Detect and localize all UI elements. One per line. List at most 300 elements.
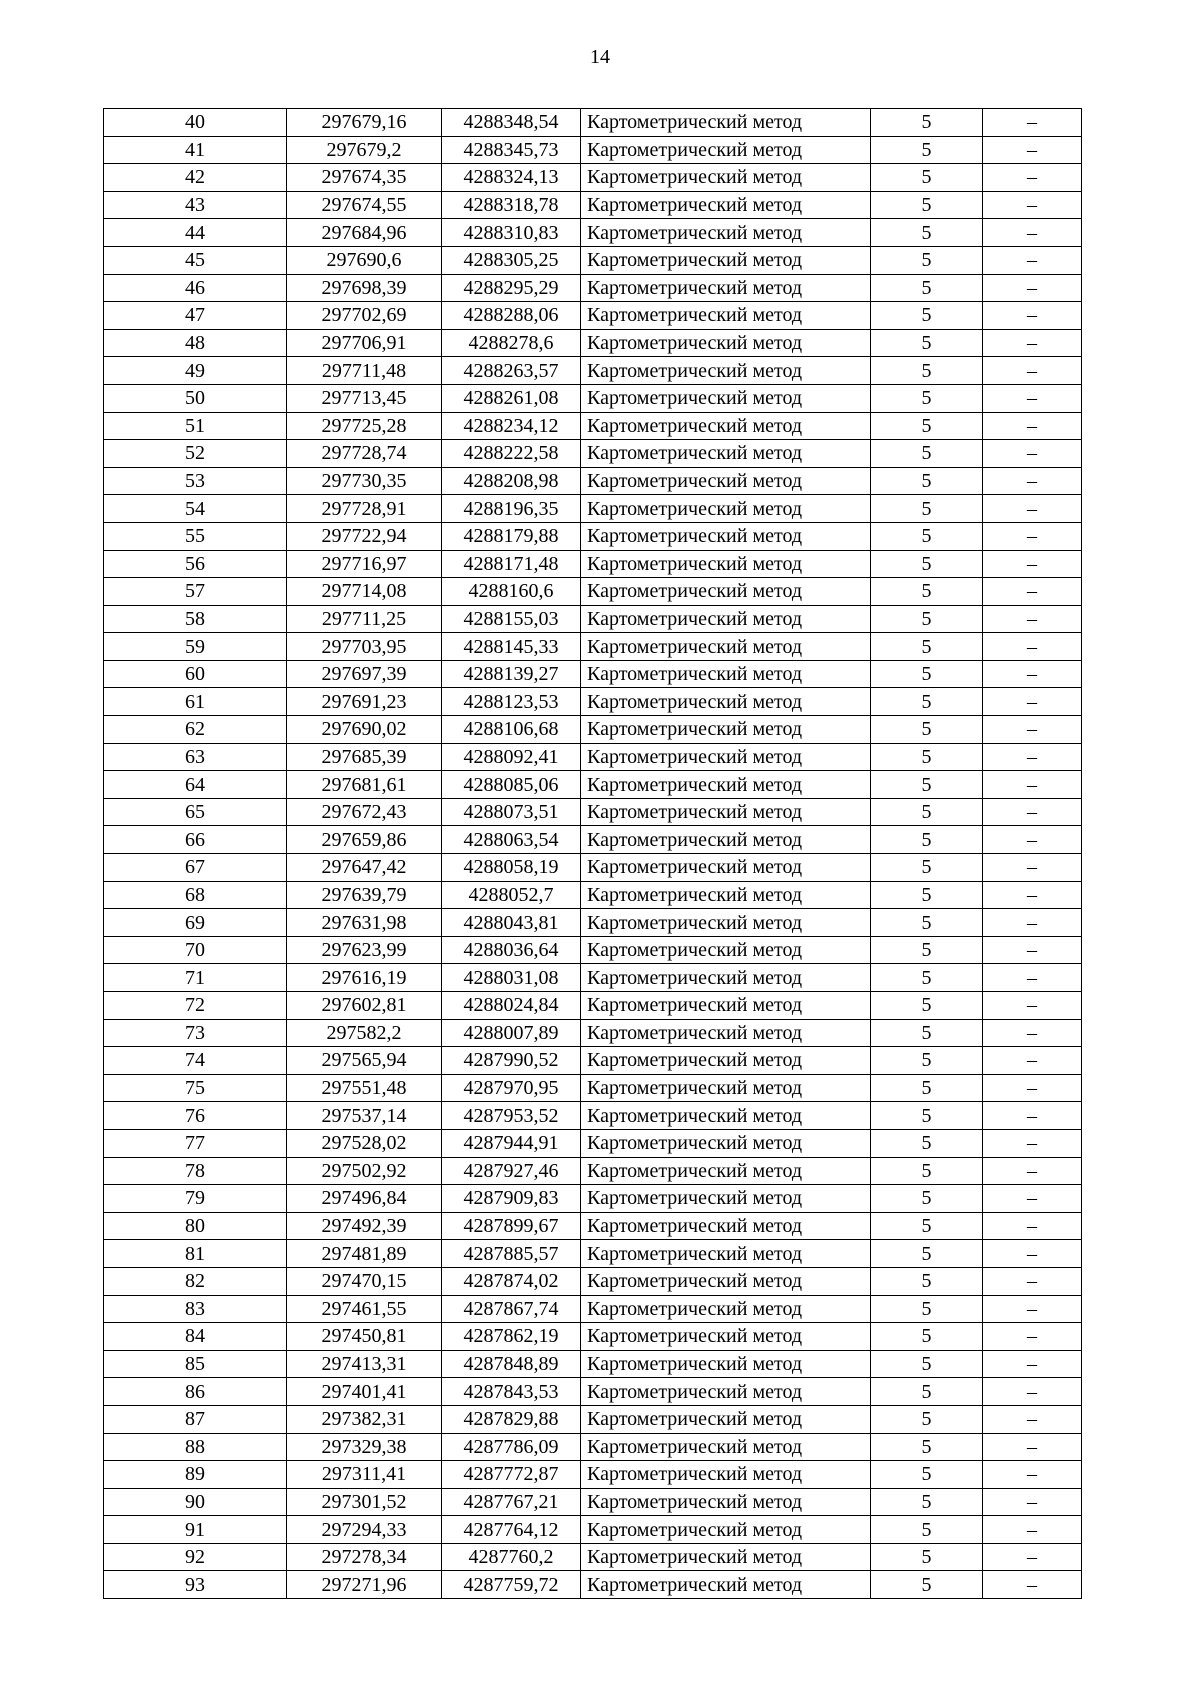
formula-cell: –	[983, 522, 1082, 550]
table-row	[104, 633, 1082, 661]
y-coordinate-cell: 4287767,21	[442, 1488, 581, 1516]
point-number-cell: 52	[104, 440, 287, 468]
x-coordinate-cell: 297639,79	[287, 881, 442, 909]
formula-cell: –	[983, 1571, 1082, 1599]
formula-cell: –	[983, 164, 1082, 192]
y-coordinate-cell: 4288106,68	[442, 716, 581, 744]
y-coordinate-cell: 4287953,52	[442, 1102, 581, 1130]
y-coordinate-cell: 4287909,83	[442, 1185, 581, 1213]
x-coordinate-cell: 297728,74	[287, 440, 442, 468]
y-coordinate-cell: 4288063,54	[442, 826, 581, 854]
x-coordinate-cell: 297684,96	[287, 219, 442, 247]
y-coordinate-cell: 4287927,46	[442, 1157, 581, 1185]
x-coordinate-cell: 297461,55	[287, 1295, 442, 1323]
point-number-cell: 83	[104, 1295, 287, 1323]
accuracy-cell: 5	[871, 329, 983, 357]
method-cell: Картометрический метод	[581, 1378, 871, 1406]
accuracy-cell: 5	[871, 467, 983, 495]
formula-cell: –	[983, 109, 1082, 137]
point-number-cell: 91	[104, 1516, 287, 1544]
table-row	[104, 716, 1082, 744]
y-coordinate-cell: 4288234,12	[442, 412, 581, 440]
y-coordinate-cell: 4287848,89	[442, 1350, 581, 1378]
table-row	[104, 1461, 1082, 1489]
y-coordinate-cell: 4288036,64	[442, 936, 581, 964]
formula-cell: –	[983, 1212, 1082, 1240]
method-cell: Картометрический метод	[581, 1102, 871, 1130]
method-cell: Картометрический метод	[581, 1323, 871, 1351]
formula-cell: –	[983, 1516, 1082, 1544]
accuracy-cell: 5	[871, 909, 983, 937]
table-row	[104, 826, 1082, 854]
method-cell: Картометрический метод	[581, 440, 871, 468]
point-number-cell: 87	[104, 1405, 287, 1433]
method-cell: Картометрический метод	[581, 522, 871, 550]
method-cell: Картометрический метод	[581, 1074, 871, 1102]
point-number-cell: 66	[104, 826, 287, 854]
table-row	[104, 881, 1082, 909]
y-coordinate-cell: 4288007,89	[442, 1019, 581, 1047]
y-coordinate-cell: 4287970,95	[442, 1074, 581, 1102]
accuracy-cell: 5	[871, 357, 983, 385]
method-cell: Картометрический метод	[581, 246, 871, 274]
method-cell: Картометрический метод	[581, 1295, 871, 1323]
point-number-cell: 79	[104, 1185, 287, 1213]
table-row	[104, 605, 1082, 633]
accuracy-cell: 5	[871, 1157, 983, 1185]
formula-cell: –	[983, 219, 1082, 247]
y-coordinate-cell: 4288348,54	[442, 109, 581, 137]
formula-cell: –	[983, 936, 1082, 964]
point-number-cell: 80	[104, 1212, 287, 1240]
accuracy-cell: 5	[871, 495, 983, 523]
formula-cell: –	[983, 909, 1082, 937]
x-coordinate-cell: 297674,35	[287, 164, 442, 192]
formula-cell: –	[983, 881, 1082, 909]
method-cell: Картометрический метод	[581, 605, 871, 633]
formula-cell: –	[983, 1350, 1082, 1378]
point-number-cell: 46	[104, 274, 287, 302]
table-row	[104, 578, 1082, 606]
accuracy-cell: 5	[871, 1433, 983, 1461]
table-row	[104, 854, 1082, 882]
formula-cell: –	[983, 1405, 1082, 1433]
x-coordinate-cell: 297602,81	[287, 992, 442, 1020]
formula-cell: –	[983, 992, 1082, 1020]
accuracy-cell: 5	[871, 1019, 983, 1047]
table-row	[104, 136, 1082, 164]
formula-cell: –	[983, 495, 1082, 523]
accuracy-cell: 5	[871, 992, 983, 1020]
y-coordinate-cell: 4288263,57	[442, 357, 581, 385]
method-cell: Картометрический метод	[581, 881, 871, 909]
point-number-cell: 92	[104, 1543, 287, 1571]
point-number-cell: 68	[104, 881, 287, 909]
accuracy-cell: 5	[871, 1267, 983, 1295]
formula-cell: –	[983, 854, 1082, 882]
x-coordinate-cell: 297481,89	[287, 1240, 442, 1268]
table-row	[104, 1212, 1082, 1240]
table-row	[104, 1295, 1082, 1323]
x-coordinate-cell: 297698,39	[287, 274, 442, 302]
accuracy-cell: 5	[871, 1571, 983, 1599]
table-row	[104, 1157, 1082, 1185]
point-number-cell: 44	[104, 219, 287, 247]
table-row	[104, 1405, 1082, 1433]
table-row	[104, 1074, 1082, 1102]
accuracy-cell: 5	[871, 384, 983, 412]
method-cell: Картометрический метод	[581, 936, 871, 964]
y-coordinate-cell: 4287862,19	[442, 1323, 581, 1351]
table-row	[104, 1240, 1082, 1268]
point-number-cell: 82	[104, 1267, 287, 1295]
x-coordinate-cell: 297496,84	[287, 1185, 442, 1213]
formula-cell: –	[983, 550, 1082, 578]
point-number-cell: 58	[104, 605, 287, 633]
table-row	[104, 495, 1082, 523]
table-row	[104, 522, 1082, 550]
y-coordinate-cell: 4288123,53	[442, 688, 581, 716]
point-number-cell: 59	[104, 633, 287, 661]
x-coordinate-cell: 297674,55	[287, 191, 442, 219]
x-coordinate-cell: 297537,14	[287, 1102, 442, 1130]
formula-cell: –	[983, 302, 1082, 330]
point-number-cell: 73	[104, 1019, 287, 1047]
method-cell: Картометрический метод	[581, 302, 871, 330]
formula-cell: –	[983, 798, 1082, 826]
formula-cell: –	[983, 716, 1082, 744]
x-coordinate-cell: 297722,94	[287, 522, 442, 550]
method-cell: Картометрический метод	[581, 384, 871, 412]
y-coordinate-cell: 4288073,51	[442, 798, 581, 826]
accuracy-cell: 5	[871, 881, 983, 909]
method-cell: Картометрический метод	[581, 191, 871, 219]
formula-cell: –	[983, 1461, 1082, 1489]
point-number-cell: 53	[104, 467, 287, 495]
accuracy-cell: 5	[871, 522, 983, 550]
method-cell: Картометрический метод	[581, 909, 871, 937]
method-cell: Картометрический метод	[581, 964, 871, 992]
accuracy-cell: 5	[871, 605, 983, 633]
formula-cell: –	[983, 1157, 1082, 1185]
point-number-cell: 81	[104, 1240, 287, 1268]
y-coordinate-cell: 4287764,12	[442, 1516, 581, 1544]
accuracy-cell: 5	[871, 1543, 983, 1571]
x-coordinate-cell: 297311,41	[287, 1461, 442, 1489]
x-coordinate-cell: 297413,31	[287, 1350, 442, 1378]
y-coordinate-cell: 4288324,13	[442, 164, 581, 192]
accuracy-cell: 5	[871, 826, 983, 854]
point-number-cell: 60	[104, 660, 287, 688]
point-number-cell: 49	[104, 357, 287, 385]
formula-cell: –	[983, 1433, 1082, 1461]
x-coordinate-cell: 297728,91	[287, 495, 442, 523]
table-row	[104, 412, 1082, 440]
method-cell: Картометрический метод	[581, 1488, 871, 1516]
method-cell: Картометрический метод	[581, 578, 871, 606]
y-coordinate-cell: 4288058,19	[442, 854, 581, 882]
x-coordinate-cell: 297565,94	[287, 1047, 442, 1075]
point-number-cell: 72	[104, 992, 287, 1020]
method-cell: Картометрический метод	[581, 1047, 871, 1075]
x-coordinate-cell: 297690,6	[287, 246, 442, 274]
formula-cell: –	[983, 578, 1082, 606]
table-row	[104, 274, 1082, 302]
accuracy-cell: 5	[871, 219, 983, 247]
table-row	[104, 992, 1082, 1020]
x-coordinate-cell: 297492,39	[287, 1212, 442, 1240]
y-coordinate-cell: 4288043,81	[442, 909, 581, 937]
formula-cell: –	[983, 384, 1082, 412]
formula-cell: –	[983, 660, 1082, 688]
table-row	[104, 688, 1082, 716]
accuracy-cell: 5	[871, 771, 983, 799]
table-row	[104, 1047, 1082, 1075]
x-coordinate-cell: 297470,15	[287, 1267, 442, 1295]
point-number-cell: 40	[104, 109, 287, 137]
table-row	[104, 467, 1082, 495]
y-coordinate-cell: 4287867,74	[442, 1295, 581, 1323]
point-number-cell: 69	[104, 909, 287, 937]
table-row	[104, 550, 1082, 578]
x-coordinate-cell: 297725,28	[287, 412, 442, 440]
formula-cell: –	[983, 605, 1082, 633]
accuracy-cell: 5	[871, 798, 983, 826]
formula-cell: –	[983, 246, 1082, 274]
formula-cell: –	[983, 191, 1082, 219]
table-row	[104, 1350, 1082, 1378]
method-cell: Картометрический метод	[581, 550, 871, 578]
point-number-cell: 86	[104, 1378, 287, 1406]
accuracy-cell: 5	[871, 1461, 983, 1489]
table-row	[104, 440, 1082, 468]
x-coordinate-cell: 297697,39	[287, 660, 442, 688]
point-number-cell: 56	[104, 550, 287, 578]
x-coordinate-cell: 297382,31	[287, 1405, 442, 1433]
accuracy-cell: 5	[871, 1212, 983, 1240]
y-coordinate-cell: 4288155,03	[442, 605, 581, 633]
y-coordinate-cell: 4288179,88	[442, 522, 581, 550]
method-cell: Картометрический метод	[581, 1185, 871, 1213]
point-number-cell: 67	[104, 854, 287, 882]
table-row	[104, 964, 1082, 992]
formula-cell: –	[983, 1074, 1082, 1102]
method-cell: Картометрический метод	[581, 992, 871, 1020]
x-coordinate-cell: 297702,69	[287, 302, 442, 330]
point-number-cell: 71	[104, 964, 287, 992]
y-coordinate-cell: 4288208,98	[442, 467, 581, 495]
method-cell: Картометрический метод	[581, 1157, 871, 1185]
accuracy-cell: 5	[871, 716, 983, 744]
page-number: 14	[590, 46, 610, 68]
x-coordinate-cell: 297713,45	[287, 384, 442, 412]
point-number-cell: 50	[104, 384, 287, 412]
point-number-cell: 84	[104, 1323, 287, 1351]
formula-cell: –	[983, 329, 1082, 357]
method-cell: Картометрический метод	[581, 329, 871, 357]
point-number-cell: 45	[104, 246, 287, 274]
formula-cell: –	[983, 1129, 1082, 1157]
point-number-cell: 75	[104, 1074, 287, 1102]
y-coordinate-cell: 4288139,27	[442, 660, 581, 688]
method-cell: Картометрический метод	[581, 633, 871, 661]
accuracy-cell: 5	[871, 578, 983, 606]
point-number-cell: 41	[104, 136, 287, 164]
x-coordinate-cell: 297329,38	[287, 1433, 442, 1461]
table-row	[104, 1516, 1082, 1544]
method-cell: Картометрический метод	[581, 1543, 871, 1571]
y-coordinate-cell: 4288196,35	[442, 495, 581, 523]
method-cell: Картометрический метод	[581, 136, 871, 164]
accuracy-cell: 5	[871, 1378, 983, 1406]
accuracy-cell: 5	[871, 440, 983, 468]
x-coordinate-cell: 297659,86	[287, 826, 442, 854]
y-coordinate-cell: 4288310,83	[442, 219, 581, 247]
point-number-cell: 47	[104, 302, 287, 330]
table-row	[104, 1433, 1082, 1461]
point-number-cell: 63	[104, 743, 287, 771]
y-coordinate-cell: 4288345,73	[442, 136, 581, 164]
x-coordinate-cell: 297672,43	[287, 798, 442, 826]
point-number-cell: 61	[104, 688, 287, 716]
method-cell: Картометрический метод	[581, 1433, 871, 1461]
point-number-cell: 89	[104, 1461, 287, 1489]
table-row	[104, 1019, 1082, 1047]
y-coordinate-cell: 4287944,91	[442, 1129, 581, 1157]
formula-cell: –	[983, 440, 1082, 468]
formula-cell: –	[983, 274, 1082, 302]
x-coordinate-cell: 297278,34	[287, 1543, 442, 1571]
table-row	[104, 164, 1082, 192]
accuracy-cell: 5	[871, 1074, 983, 1102]
formula-cell: –	[983, 1267, 1082, 1295]
point-number-cell: 48	[104, 329, 287, 357]
accuracy-cell: 5	[871, 164, 983, 192]
x-coordinate-cell: 297679,2	[287, 136, 442, 164]
table-row	[104, 191, 1082, 219]
formula-cell: –	[983, 1543, 1082, 1571]
point-number-cell: 88	[104, 1433, 287, 1461]
method-cell: Картометрический метод	[581, 1405, 871, 1433]
accuracy-cell: 5	[871, 109, 983, 137]
accuracy-cell: 5	[871, 1488, 983, 1516]
y-coordinate-cell: 4288222,58	[442, 440, 581, 468]
table-row	[104, 1543, 1082, 1571]
table-row	[104, 798, 1082, 826]
y-coordinate-cell: 4287874,02	[442, 1267, 581, 1295]
point-number-cell: 62	[104, 716, 287, 744]
method-cell: Картометрический метод	[581, 1019, 871, 1047]
x-coordinate-cell: 297647,42	[287, 854, 442, 882]
formula-cell: –	[983, 964, 1082, 992]
x-coordinate-cell: 297679,16	[287, 109, 442, 137]
table-row	[104, 936, 1082, 964]
y-coordinate-cell: 4288085,06	[442, 771, 581, 799]
formula-cell: –	[983, 467, 1082, 495]
y-coordinate-cell: 4288031,08	[442, 964, 581, 992]
accuracy-cell: 5	[871, 191, 983, 219]
y-coordinate-cell: 4288171,48	[442, 550, 581, 578]
x-coordinate-cell: 297690,02	[287, 716, 442, 744]
table-row	[104, 357, 1082, 385]
formula-cell: –	[983, 743, 1082, 771]
x-coordinate-cell: 297691,23	[287, 688, 442, 716]
accuracy-cell: 5	[871, 660, 983, 688]
method-cell: Картометрический метод	[581, 109, 871, 137]
x-coordinate-cell: 297616,19	[287, 964, 442, 992]
point-number-cell: 43	[104, 191, 287, 219]
x-coordinate-cell: 297711,48	[287, 357, 442, 385]
x-coordinate-cell: 297703,95	[287, 633, 442, 661]
table-row	[104, 1323, 1082, 1351]
method-cell: Картометрический метод	[581, 164, 871, 192]
x-coordinate-cell: 297685,39	[287, 743, 442, 771]
y-coordinate-cell: 4287786,09	[442, 1433, 581, 1461]
formula-cell: –	[983, 1295, 1082, 1323]
formula-cell: –	[983, 1378, 1082, 1406]
x-coordinate-cell: 297271,96	[287, 1571, 442, 1599]
x-coordinate-cell: 297301,52	[287, 1488, 442, 1516]
table-row	[104, 909, 1082, 937]
table-row	[104, 1129, 1082, 1157]
x-coordinate-cell: 297716,97	[287, 550, 442, 578]
accuracy-cell: 5	[871, 1405, 983, 1433]
x-coordinate-cell: 297681,61	[287, 771, 442, 799]
method-cell: Картометрический метод	[581, 1240, 871, 1268]
method-cell: Картометрический метод	[581, 467, 871, 495]
accuracy-cell: 5	[871, 1350, 983, 1378]
y-coordinate-cell: 4288160,6	[442, 578, 581, 606]
point-number-cell: 55	[104, 522, 287, 550]
table-row	[104, 771, 1082, 799]
formula-cell: –	[983, 826, 1082, 854]
accuracy-cell: 5	[871, 936, 983, 964]
accuracy-cell: 5	[871, 274, 983, 302]
accuracy-cell: 5	[871, 633, 983, 661]
formula-cell: –	[983, 357, 1082, 385]
x-coordinate-cell: 297730,35	[287, 467, 442, 495]
accuracy-cell: 5	[871, 1295, 983, 1323]
accuracy-cell: 5	[871, 550, 983, 578]
formula-cell: –	[983, 1047, 1082, 1075]
y-coordinate-cell: 4287885,57	[442, 1240, 581, 1268]
formula-cell: –	[983, 1102, 1082, 1130]
point-number-cell: 77	[104, 1129, 287, 1157]
x-coordinate-cell: 297711,25	[287, 605, 442, 633]
accuracy-cell: 5	[871, 1047, 983, 1075]
accuracy-cell: 5	[871, 688, 983, 716]
point-number-cell: 90	[104, 1488, 287, 1516]
method-cell: Картометрический метод	[581, 495, 871, 523]
method-cell: Картометрический метод	[581, 854, 871, 882]
method-cell: Картометрический метод	[581, 660, 871, 688]
formula-cell: –	[983, 633, 1082, 661]
table-row	[104, 1571, 1082, 1599]
formula-cell: –	[983, 1019, 1082, 1047]
accuracy-cell: 5	[871, 302, 983, 330]
accuracy-cell: 5	[871, 412, 983, 440]
y-coordinate-cell: 4287990,52	[442, 1047, 581, 1075]
point-number-cell: 70	[104, 936, 287, 964]
method-cell: Картометрический метод	[581, 1461, 871, 1489]
method-cell: Картометрический метод	[581, 357, 871, 385]
accuracy-cell: 5	[871, 1129, 983, 1157]
point-number-cell: 78	[104, 1157, 287, 1185]
x-coordinate-cell: 297582,2	[287, 1019, 442, 1047]
method-cell: Картометрический метод	[581, 219, 871, 247]
x-coordinate-cell: 297294,33	[287, 1516, 442, 1544]
table-row	[104, 1488, 1082, 1516]
